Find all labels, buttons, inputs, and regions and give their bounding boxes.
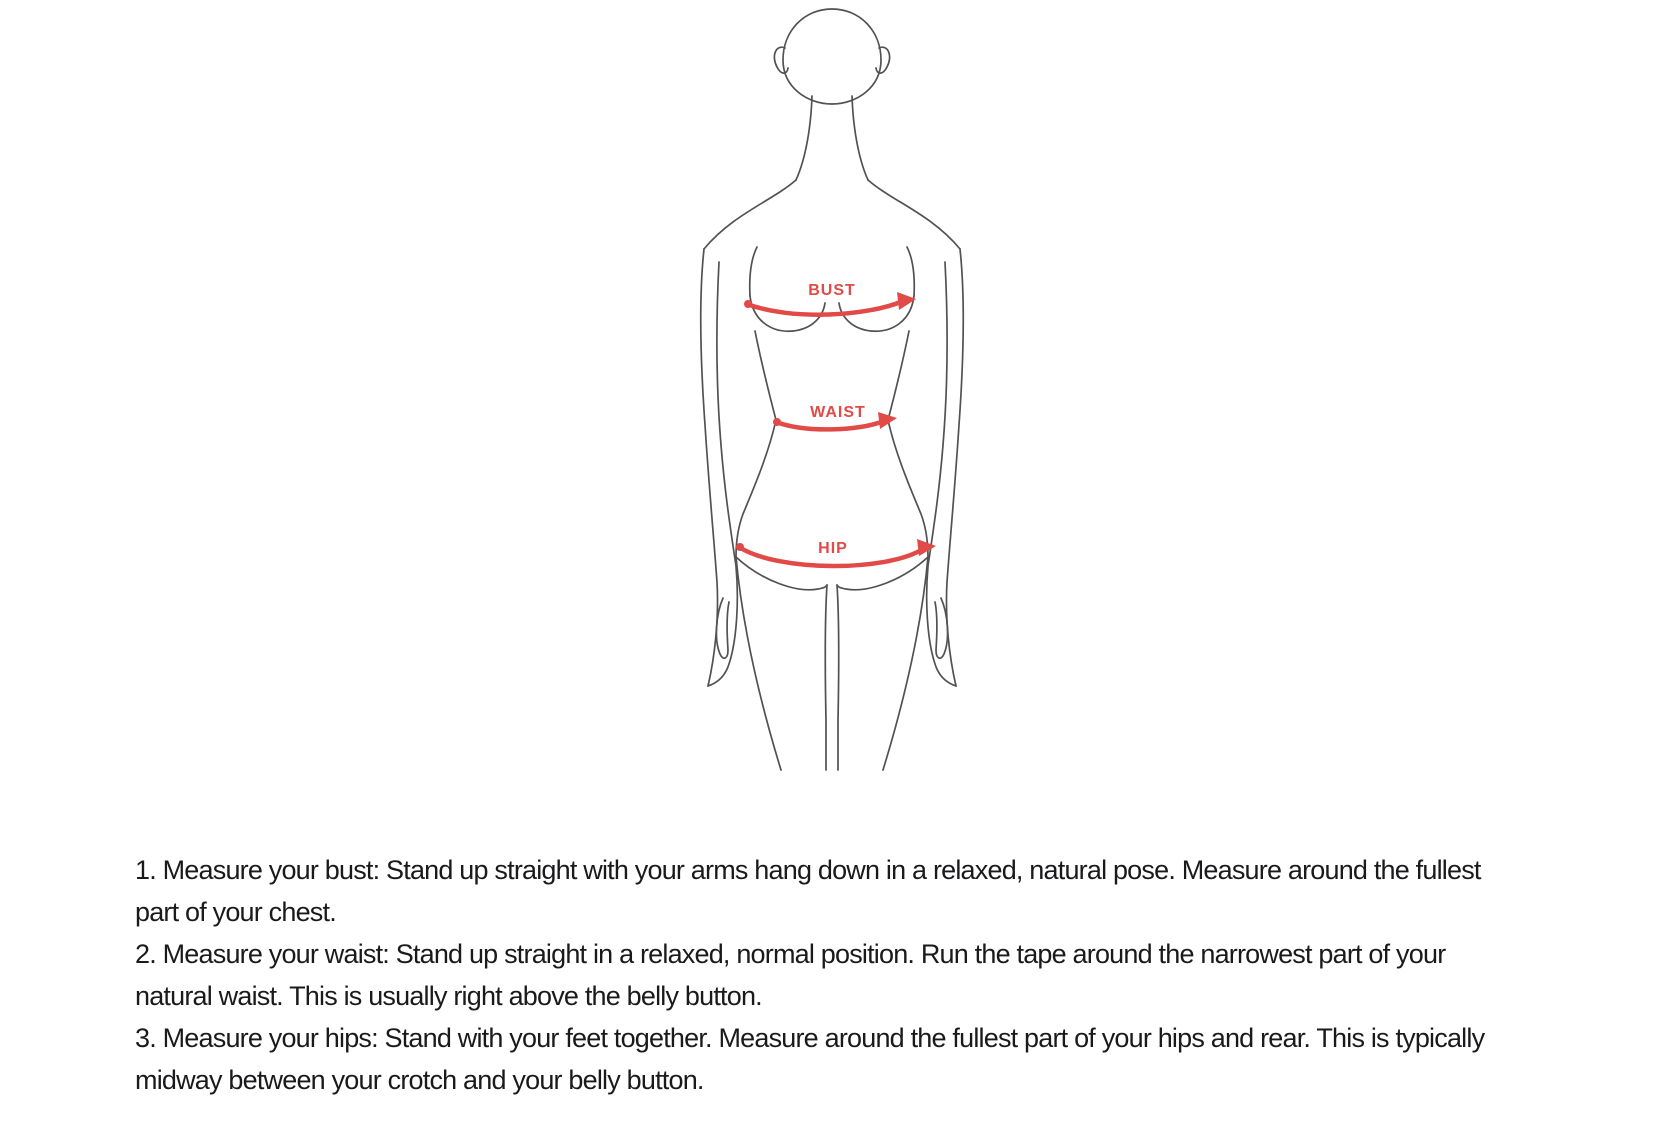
bust-label: BUST (808, 282, 856, 299)
right-inner-leg-line (837, 585, 839, 770)
head-outline (783, 9, 881, 104)
right-leg-outer-line (883, 557, 928, 770)
right-arm-inner-line (927, 262, 956, 686)
instruction-line-3: 2. Measure your waist: Stand up straight in a relaxed, normal position. Run the tape around the narrowest part of your (135, 939, 1446, 969)
waist-measurement (773, 404, 897, 429)
right-torso-side-line (888, 331, 909, 420)
left-arm-inner-line (708, 262, 737, 686)
instruction-line-5: 3. Measure your hips: Stand with your feet together. Measure around the fullest part of your hips and rear. This is typically (135, 1023, 1485, 1053)
neck-left-line (796, 96, 812, 180)
left-chest-side-line (750, 247, 757, 296)
instruction-line-4: natural waist. This is usually right above the belly button. (135, 981, 762, 1011)
left-waist-to-hip-line (736, 420, 776, 557)
mannequin-figure-svg (640, 0, 970, 790)
left-inner-leg-line (825, 585, 827, 770)
left-leg-outer-line (736, 557, 781, 770)
left-torso-side-line (755, 331, 776, 420)
neck-right-line (852, 96, 868, 180)
left-shoulder-line (704, 180, 796, 249)
right-arm-outer-line (946, 249, 963, 686)
right-ear-outline (876, 47, 890, 73)
hip-measurement (736, 539, 936, 566)
waist-arrow-start-dot (773, 418, 781, 426)
bust-arrow-start-dot (744, 300, 752, 308)
hip-label: HIP (818, 540, 848, 557)
right-waist-to-hip-line (888, 420, 928, 557)
left-ear-outline (774, 47, 788, 73)
waist-arrow (776, 421, 884, 429)
instruction-line-6: midway between your crotch and your belly button. (135, 1065, 704, 1095)
instruction-line-2: part of your chest. (135, 897, 336, 927)
hip-arrow-start-dot (736, 543, 744, 551)
left-arm-outer-line (701, 249, 718, 686)
instruction-line-1: 1. Measure your bust: Stand up straight with your arms hang down in a relaxed, natural pose. Measure around the fullest (135, 855, 1481, 885)
bust-measurement (744, 282, 916, 315)
waist-label: WAIST (810, 404, 866, 421)
measuring-instructions (135, 849, 1655, 1101)
right-chest-side-line (907, 247, 914, 296)
body-outline (701, 9, 964, 770)
body-measurement-diagram (640, 0, 970, 790)
waist-arrowhead-icon (878, 412, 897, 429)
right-shoulder-line (868, 180, 960, 249)
